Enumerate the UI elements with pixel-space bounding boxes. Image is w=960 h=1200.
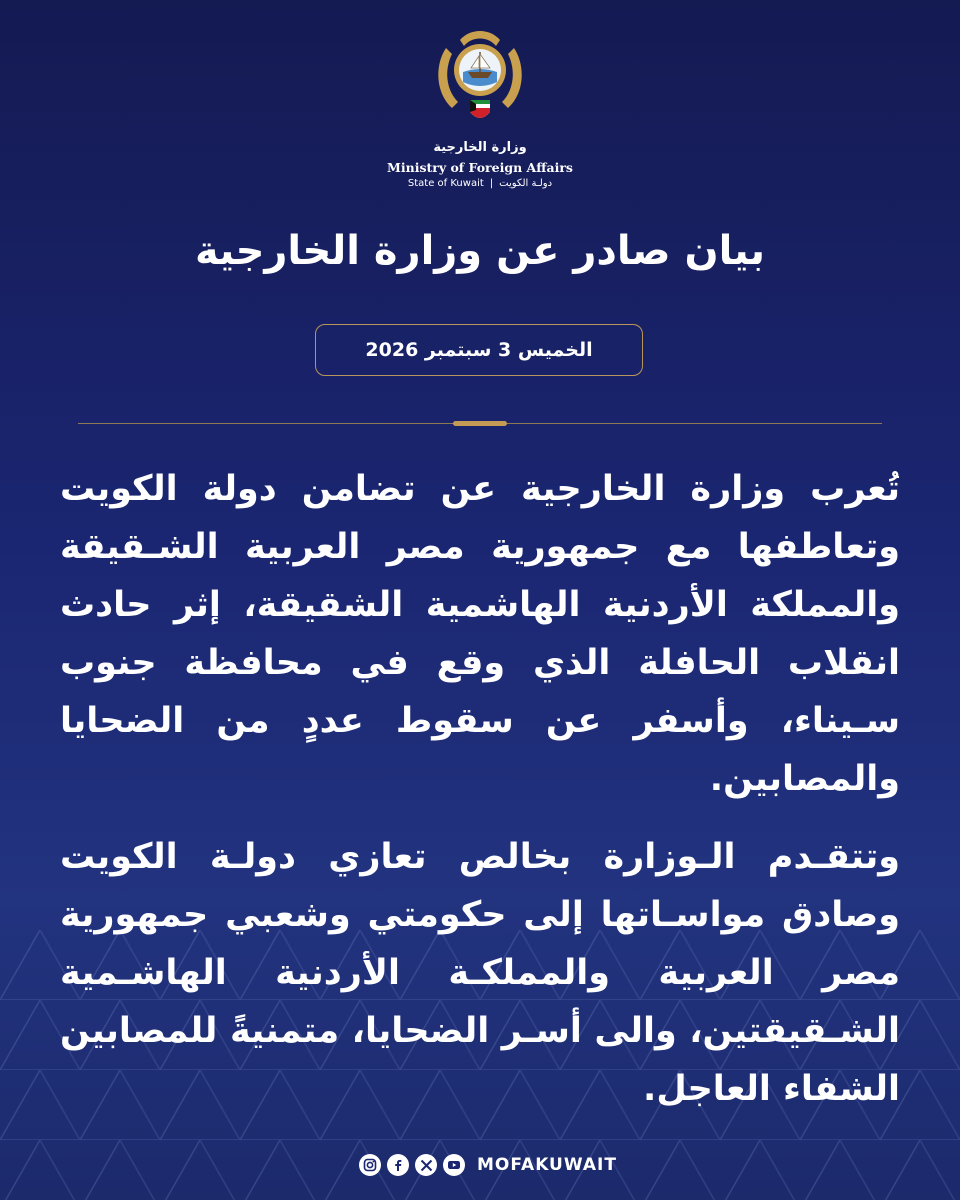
social-handle[interactable]: MOFAKUWAIT — [477, 1155, 617, 1175]
instagram-icon[interactable] — [359, 1154, 381, 1176]
ministry-name-english: Ministry of Foreign Affairs — [387, 160, 573, 175]
statement-date: الخميس 3 سبتمبر 2026 — [365, 339, 593, 361]
statement-paragraph-1: تُعرب وزارة الخارجية عن تضامن دولة الكويت وتعاطفها مع جمهورية مصر العربية الشـقيقة والمملكة الأردنية الهاشمية الشقيقة، إثر حادث انقلاب الحافلة الذي وقع في محافظة جنوب سـيناء، وأسفر عن سقوط عددٍ من الضحايا والمصابين. — [60, 469, 900, 799]
x-icon[interactable] — [415, 1154, 437, 1176]
statement-body — [60, 460, 900, 1118]
statement-title: بيان صادر عن وزارة الخارجية — [194, 228, 766, 274]
state-separator: | — [489, 178, 494, 189]
social-bar — [359, 1152, 617, 1178]
statement-paragraph-2: وتتقـدم الـوزارة بخالص تعازي دولـة الكويت وصادق مواسـاتها إلى حكومتي وشعبي جمهورية مصر العربية والمملكـة الأردنية الهاشـمية الشـقيقتين، والى أسـر الضحايا، متمنيةً للمصابين الشفاء العاجل. — [60, 837, 900, 1109]
state-line — [0, 178, 960, 189]
ministry-name-arabic: وزارة الخارجية — [433, 140, 527, 155]
date-box — [315, 324, 643, 376]
youtube-icon[interactable] — [443, 1154, 465, 1176]
state-name-english: State of Kuwait — [407, 178, 484, 189]
facebook-icon[interactable] — [387, 1154, 409, 1176]
divider-accent — [453, 421, 507, 426]
state-name-arabic: دولـة الكويت — [499, 178, 553, 189]
kuwait-emblem-icon — [430, 20, 530, 130]
